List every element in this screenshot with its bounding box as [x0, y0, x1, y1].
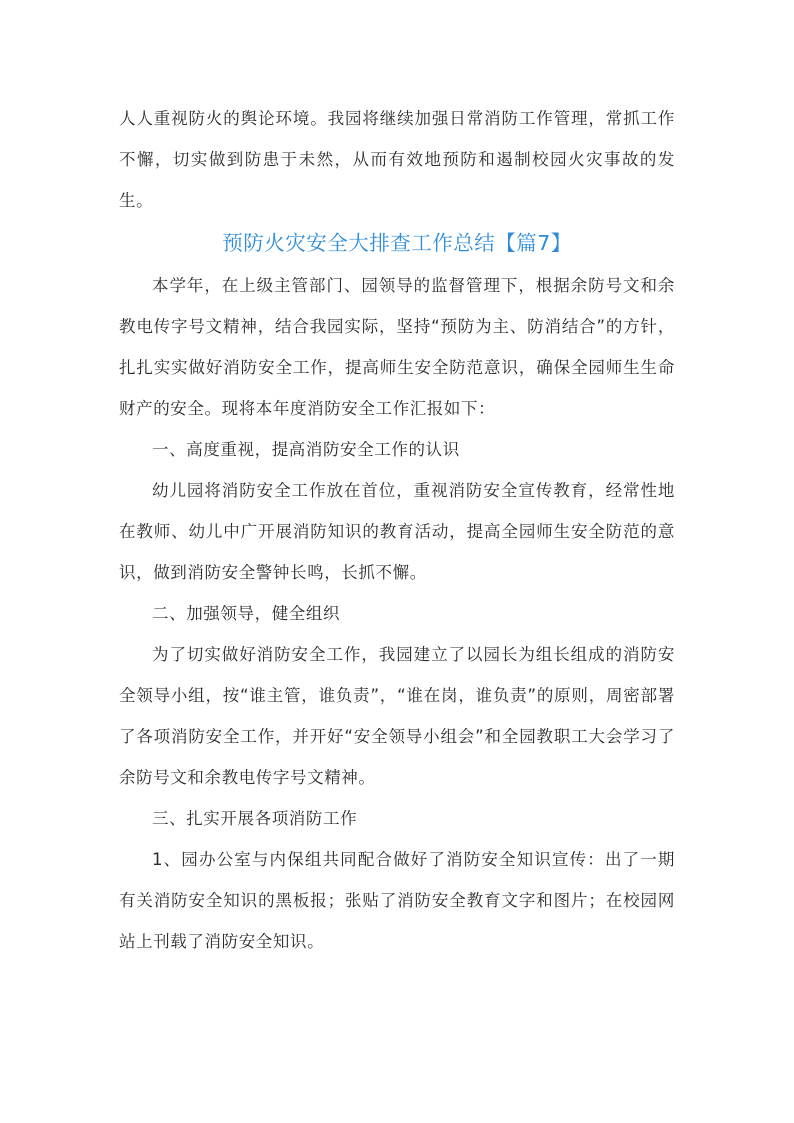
heading-part-two: 二、加强领导，健全组织 [152, 604, 341, 623]
heading-part-one: 一、高度重视，提高消防安全工作的认识 [152, 440, 460, 459]
paragraph-part-three-item-1: 1、园办公室与内保组共同配合做好了消防安全知识宣传：出了一期有关消防安全知识的黑板报；张贴了消防安全教育文字和图片；在校园网站上刊载了消防安全知识。 [119, 850, 675, 951]
paragraph-intro: 本学年，在上级主管部门、园领导的监督管理下，根据余防号文和余教电传字号文精神，结合我园实际，坚持“预防为主、防消结合”的方针，扎扎实实做好消防安全工作，提高师生安全防范意识，确保全园师生生命财产的安全。现将本年度消防安全工作汇报如下： [119, 276, 675, 418]
heading-part-three: 三、扎实开展各项消防工作 [152, 809, 358, 828]
continued-paragraph: 人人重视防火的舆论环境。我园将继续加强日常消防工作管理，常抓工作不懈，切实做到防患于未然，从而有效地预防和遏制校园火灾事故的发生。 [119, 109, 675, 210]
section-title: 预防火灾安全大排查工作总结【篇7】 [222, 231, 572, 255]
document-body [119, 98, 675, 962]
paragraph-part-one: 幼儿园将消防安全工作放在首位，重视消防安全宣传教育，经常性地在教师、幼儿中广开展消防知识的教育活动，提高全园师生安全防范的意识，做到消防安全警钟长鸣，长抓不懈。 [119, 481, 675, 582]
paragraph-part-two: 为了切实做好消防安全工作，我园建立了以园长为组长组成的消防安全领导小组，按“谁主管，谁负责”，“谁在岗，谁负责”的原则，周密部署了各项消防安全工作，并开好“安全领导小组会”和全园教职工大会学习了余防号文和余教电传字号文精神。 [119, 645, 675, 787]
